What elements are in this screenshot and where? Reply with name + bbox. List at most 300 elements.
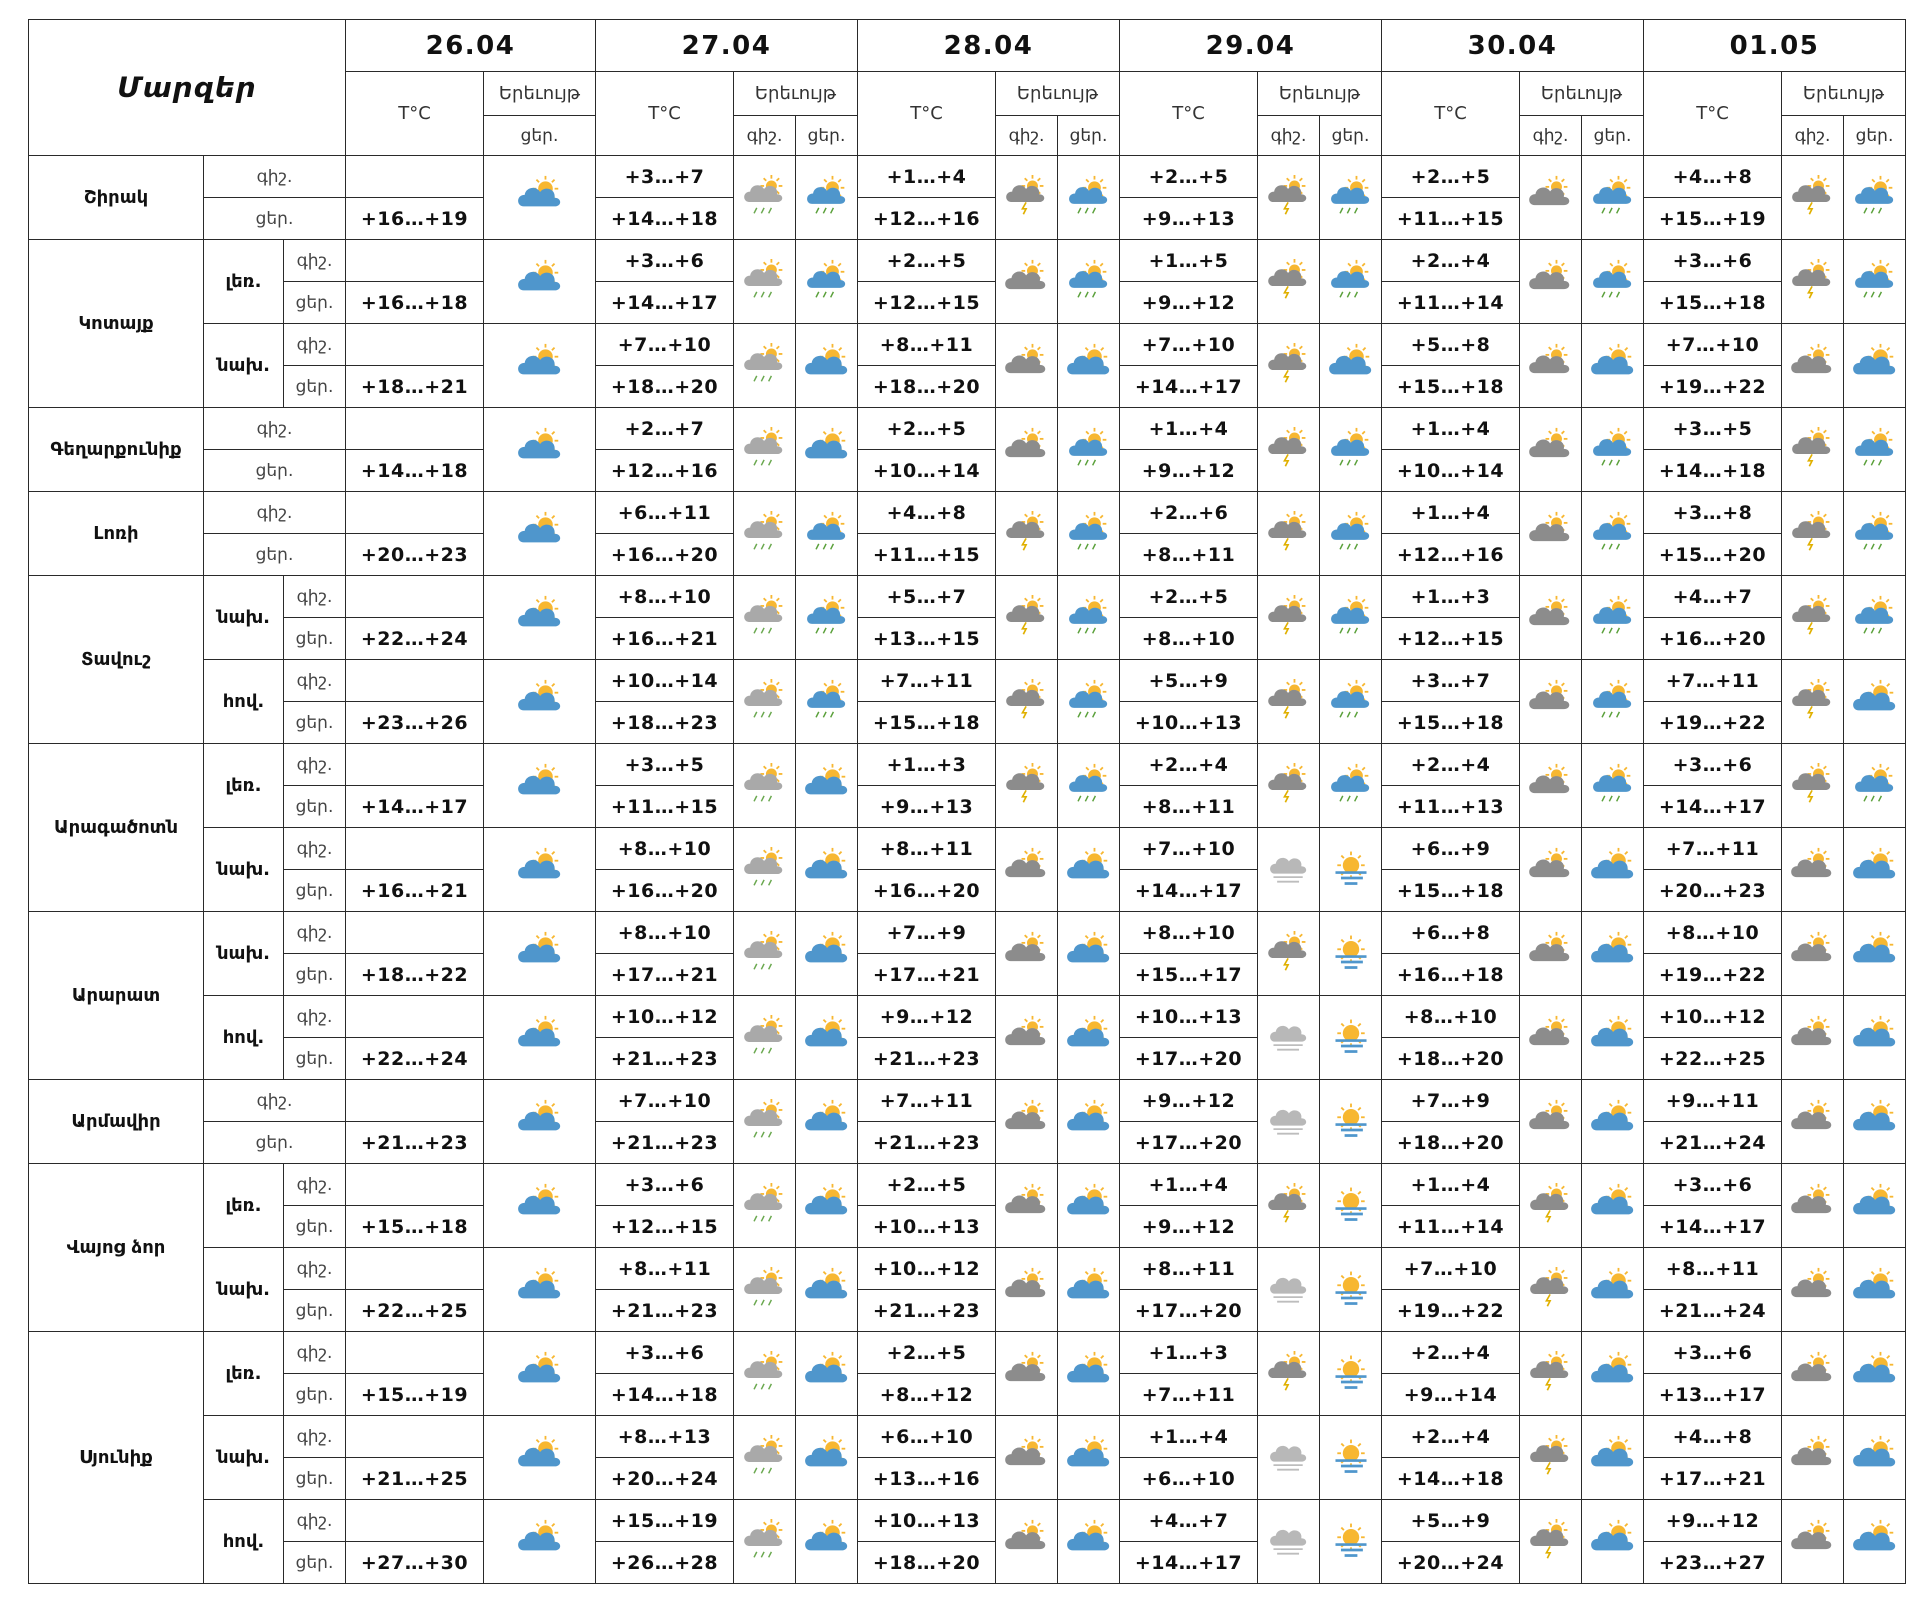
night-temp: +2…+5 bbox=[858, 240, 996, 282]
cloud-rain-icon bbox=[742, 343, 788, 385]
subregion-label: նախ. bbox=[204, 324, 284, 408]
weather-icon-cell-day bbox=[796, 996, 858, 1080]
night-temp: +2…+4 bbox=[1382, 1416, 1520, 1458]
table-row-night bbox=[29, 324, 1906, 366]
night-label: գիշ. bbox=[284, 324, 346, 366]
night-temp: +3…+6 bbox=[596, 1332, 734, 1374]
sun-fog-icon bbox=[1328, 1015, 1374, 1057]
storm-rain-icon bbox=[1790, 259, 1836, 301]
cloud-rain-icon bbox=[742, 931, 788, 973]
weather-icon-cell-day bbox=[1844, 996, 1906, 1080]
weather-icon-cell-night bbox=[734, 1164, 796, 1248]
storm-cloud-icon bbox=[1528, 763, 1574, 805]
subregion-label: նախ. bbox=[204, 576, 284, 660]
night-temp: +9…+11 bbox=[1644, 1080, 1782, 1122]
night-temp: +2…+4 bbox=[1382, 1332, 1520, 1374]
sun-cloud-rain-icon bbox=[1590, 259, 1636, 301]
night-temp: +8…+10 bbox=[596, 828, 734, 870]
weather-icon-cell-day bbox=[1844, 912, 1906, 996]
day-temp: +20…+24 bbox=[596, 1458, 734, 1500]
storm-rain-icon bbox=[1528, 1351, 1574, 1393]
subregion-label: լեռ. bbox=[204, 1332, 284, 1416]
table-row-night bbox=[29, 744, 1906, 786]
table-row-night bbox=[29, 996, 1906, 1038]
weather-icon-cell-day bbox=[796, 156, 858, 240]
subregion-label: հով. bbox=[204, 660, 284, 744]
weather-icon-cell-night bbox=[996, 156, 1058, 240]
temp-header: T°C bbox=[1644, 72, 1782, 156]
weather-icon-cell-day bbox=[1582, 912, 1644, 996]
table-row-night bbox=[29, 1164, 1906, 1206]
day-temp: +12…+15 bbox=[596, 1206, 734, 1248]
night-label: գիշ. bbox=[204, 1080, 346, 1122]
weather-icon-cell-night bbox=[1258, 996, 1320, 1080]
night-label: գիշ. bbox=[284, 828, 346, 870]
sun-cloud-rain-icon bbox=[1852, 175, 1898, 217]
weather-icon-cell bbox=[484, 660, 596, 744]
weather-icon-cell-day bbox=[1320, 408, 1382, 492]
weather-icon-cell-night bbox=[1520, 492, 1582, 576]
night-temp: +3…+7 bbox=[1382, 660, 1520, 702]
sun-cloud-icon bbox=[804, 1519, 850, 1561]
night-temp: +7…+10 bbox=[1382, 1248, 1520, 1290]
cloud-rain-icon bbox=[742, 175, 788, 217]
day-temp: +17…+21 bbox=[596, 954, 734, 996]
weather-icon-cell-day bbox=[1582, 996, 1644, 1080]
sun-cloud-icon bbox=[517, 595, 563, 637]
weather-icon-cell-night bbox=[996, 660, 1058, 744]
day-temp: +14…+17 bbox=[596, 282, 734, 324]
day-temp: +20…+24 bbox=[1382, 1542, 1520, 1584]
night-temp: +4…+7 bbox=[1120, 1500, 1258, 1542]
table-row-night bbox=[29, 1416, 1906, 1458]
region-name: Լոռի bbox=[29, 492, 204, 576]
weather-icon-cell-day bbox=[1058, 996, 1120, 1080]
storm-cloud-icon bbox=[1004, 931, 1050, 973]
day-label: ցեր. bbox=[204, 450, 346, 492]
night-temp: +2…+5 bbox=[1120, 576, 1258, 618]
weather-icon-cell-night bbox=[1258, 1164, 1320, 1248]
day-temp: +9…+13 bbox=[858, 786, 996, 828]
sun-cloud-icon bbox=[1066, 1351, 1112, 1393]
day-temp: +15…+20 bbox=[1644, 534, 1782, 576]
day-temp: +12…+15 bbox=[1382, 618, 1520, 660]
weather-icon-cell-night bbox=[996, 1416, 1058, 1500]
weather-icon-cell-day bbox=[1844, 156, 1906, 240]
day-temp: +21…+24 bbox=[1644, 1122, 1782, 1164]
weather-icon-cell-night bbox=[1782, 660, 1844, 744]
weather-icon-cell-day bbox=[796, 408, 858, 492]
day-label: ցեր. bbox=[284, 1206, 346, 1248]
cloud-rain-icon bbox=[742, 1099, 788, 1141]
cloud-rain-icon bbox=[742, 1183, 788, 1225]
night-temp: +7…+11 bbox=[1644, 660, 1782, 702]
weather-icon-cell bbox=[484, 996, 596, 1080]
weather-icon-cell-night bbox=[734, 744, 796, 828]
cloud-rain-icon bbox=[742, 1015, 788, 1057]
sun-cloud-rain-icon bbox=[1066, 595, 1112, 637]
weather-icon-cell bbox=[484, 1500, 596, 1584]
weather-icon-cell-night bbox=[996, 240, 1058, 324]
night-temp: +4…+8 bbox=[1644, 1416, 1782, 1458]
storm-cloud-icon bbox=[1004, 1015, 1050, 1057]
day-temp: +12…+16 bbox=[858, 198, 996, 240]
night-temp-empty bbox=[346, 1248, 484, 1290]
day-temp: +11…+15 bbox=[1382, 198, 1520, 240]
night-temp-empty bbox=[346, 828, 484, 870]
weather-icon-cell-night bbox=[1520, 1416, 1582, 1500]
storm-cloud-icon bbox=[1790, 1267, 1836, 1309]
sun-cloud-icon bbox=[517, 763, 563, 805]
region-name: Սյունիք bbox=[29, 1332, 204, 1584]
phenomenon-header: Երեւույթ bbox=[1782, 72, 1906, 116]
weather-icon-cell-night bbox=[996, 324, 1058, 408]
sun-cloud-icon bbox=[517, 511, 563, 553]
storm-rain-icon bbox=[1790, 763, 1836, 805]
weather-icon-cell-night bbox=[1258, 408, 1320, 492]
weather-icon-cell-night bbox=[1258, 1500, 1320, 1584]
night-label: գիշ. bbox=[204, 156, 346, 198]
cloud-rain-icon bbox=[742, 679, 788, 721]
day-label: ցեր. bbox=[284, 786, 346, 828]
forecast-table bbox=[28, 19, 1906, 1584]
night-temp: +8…+10 bbox=[1644, 912, 1782, 954]
night-temp: +2…+5 bbox=[1120, 156, 1258, 198]
weather-icon-cell-night bbox=[1782, 912, 1844, 996]
weather-icon-cell-night bbox=[1258, 492, 1320, 576]
day-temp: +19…+22 bbox=[1382, 1290, 1520, 1332]
night-temp-empty bbox=[346, 1500, 484, 1542]
sun-cloud-rain-icon bbox=[804, 259, 850, 301]
night-header: գիշ. bbox=[996, 116, 1058, 156]
weather-icon-cell-day bbox=[1844, 1332, 1906, 1416]
weather-icon-cell-night bbox=[996, 1500, 1058, 1584]
day-temp: +14…+18 bbox=[346, 450, 484, 492]
weather-icon-cell-night bbox=[734, 660, 796, 744]
night-temp: +2…+4 bbox=[1382, 240, 1520, 282]
sun-cloud-icon bbox=[1066, 1183, 1112, 1225]
night-temp: +1…+4 bbox=[1120, 408, 1258, 450]
night-temp: +9…+12 bbox=[1120, 1080, 1258, 1122]
weather-icon-cell-night bbox=[996, 1164, 1058, 1248]
storm-cloud-icon bbox=[1790, 931, 1836, 973]
day-temp: +14…+17 bbox=[346, 786, 484, 828]
storm-cloud-icon bbox=[1528, 679, 1574, 721]
weather-icon-cell-night bbox=[734, 324, 796, 408]
weather-icon-cell-day bbox=[1058, 576, 1120, 660]
day-temp: +19…+22 bbox=[1644, 954, 1782, 996]
weather-icon-cell bbox=[484, 324, 596, 408]
weather-icon-cell-night bbox=[1782, 744, 1844, 828]
day-temp: +13…+15 bbox=[858, 618, 996, 660]
storm-cloud-icon bbox=[1004, 1351, 1050, 1393]
storm-cloud-icon bbox=[1004, 1519, 1050, 1561]
night-temp: +10…+13 bbox=[1120, 996, 1258, 1038]
night-temp: +2…+7 bbox=[596, 408, 734, 450]
subregion-label: հով. bbox=[204, 1500, 284, 1584]
weather-icon-cell-night bbox=[1520, 660, 1582, 744]
day-temp: +18…+22 bbox=[346, 954, 484, 996]
night-temp: +7…+9 bbox=[1382, 1080, 1520, 1122]
night-temp-empty bbox=[346, 660, 484, 702]
night-label: գիշ. bbox=[284, 576, 346, 618]
sun-cloud-icon bbox=[1066, 343, 1112, 385]
sun-cloud-icon bbox=[1590, 1351, 1636, 1393]
sun-cloud-rain-icon bbox=[1066, 511, 1112, 553]
weather-icon-cell-day bbox=[1582, 324, 1644, 408]
table-row-night bbox=[29, 1248, 1906, 1290]
storm-rain-icon bbox=[1790, 679, 1836, 721]
subregion-label: նախ. bbox=[204, 1248, 284, 1332]
storm-rain-icon bbox=[1266, 175, 1312, 217]
weather-icon-cell-day bbox=[1844, 1416, 1906, 1500]
storm-rain-icon bbox=[1266, 259, 1312, 301]
day-temp: +16…+20 bbox=[596, 870, 734, 912]
day-header: ցեր. bbox=[1582, 116, 1644, 156]
night-label: գիշ. bbox=[284, 912, 346, 954]
storm-cloud-icon bbox=[1528, 1015, 1574, 1057]
weather-icon-cell-day bbox=[796, 576, 858, 660]
night-label: գիշ. bbox=[284, 240, 346, 282]
day-temp: +14…+18 bbox=[596, 1374, 734, 1416]
day-label: ցեր. bbox=[204, 198, 346, 240]
weather-icon-cell-day bbox=[1844, 1500, 1906, 1584]
night-temp: +7…+10 bbox=[596, 324, 734, 366]
weather-icon-cell-night bbox=[1520, 324, 1582, 408]
weather-icon-cell-night bbox=[1782, 1332, 1844, 1416]
sun-cloud-icon bbox=[517, 1267, 563, 1309]
night-temp-empty bbox=[346, 744, 484, 786]
fog-cloud-icon bbox=[1266, 847, 1312, 889]
day-temp: +8…+10 bbox=[1120, 618, 1258, 660]
night-temp: +1…+4 bbox=[858, 156, 996, 198]
weather-icon-cell-day bbox=[1058, 156, 1120, 240]
sun-cloud-rain-icon bbox=[1852, 427, 1898, 469]
sun-cloud-icon bbox=[1066, 931, 1112, 973]
day-temp: +22…+25 bbox=[346, 1290, 484, 1332]
weather-icon-cell-day bbox=[1058, 1416, 1120, 1500]
night-temp: +7…+10 bbox=[1120, 324, 1258, 366]
night-temp: +5…+9 bbox=[1120, 660, 1258, 702]
night-temp-empty bbox=[346, 996, 484, 1038]
weather-icon-cell-night bbox=[996, 996, 1058, 1080]
weather-icon-cell-night bbox=[996, 1248, 1058, 1332]
weather-icon-cell-night bbox=[1782, 828, 1844, 912]
weather-icon-cell-night bbox=[734, 912, 796, 996]
weather-icon-cell-day bbox=[1844, 408, 1906, 492]
weather-icon-cell-day bbox=[1320, 1080, 1382, 1164]
day-temp: +13…+17 bbox=[1644, 1374, 1782, 1416]
storm-cloud-icon bbox=[1790, 847, 1836, 889]
weather-icon-cell-day bbox=[1320, 576, 1382, 660]
day-label: ցեր. bbox=[284, 1374, 346, 1416]
weather-icon-cell-night bbox=[1520, 1500, 1582, 1584]
sun-cloud-rain-icon bbox=[804, 511, 850, 553]
day-temp: +14…+17 bbox=[1120, 366, 1258, 408]
cloud-rain-icon bbox=[742, 1267, 788, 1309]
storm-rain-icon bbox=[1266, 1351, 1312, 1393]
weather-icon-cell bbox=[484, 576, 596, 660]
sun-fog-icon bbox=[1328, 1435, 1374, 1477]
day-temp: +14…+17 bbox=[1120, 870, 1258, 912]
night-temp: +1…+5 bbox=[1120, 240, 1258, 282]
day-temp: +17…+21 bbox=[858, 954, 996, 996]
region-name: Արագածոտն bbox=[29, 744, 204, 912]
night-header: գիշ. bbox=[1520, 116, 1582, 156]
day-temp: +16…+18 bbox=[1382, 954, 1520, 996]
night-temp: +3…+8 bbox=[1644, 492, 1782, 534]
header-row-dates bbox=[29, 20, 1906, 72]
storm-rain-icon bbox=[1266, 427, 1312, 469]
day-temp: +9…+12 bbox=[1120, 282, 1258, 324]
night-temp: +8…+10 bbox=[596, 912, 734, 954]
sun-cloud-icon bbox=[1852, 1015, 1898, 1057]
sun-cloud-icon bbox=[1066, 1435, 1112, 1477]
storm-cloud-icon bbox=[1790, 1351, 1836, 1393]
weather-icon-cell-night bbox=[1258, 912, 1320, 996]
day-temp: +21…+23 bbox=[858, 1290, 996, 1332]
weather-icon-cell-night bbox=[734, 408, 796, 492]
weather-icon-cell-night bbox=[1258, 828, 1320, 912]
night-temp-empty bbox=[346, 1332, 484, 1374]
night-temp: +3…+6 bbox=[1644, 744, 1782, 786]
night-label: գիշ. bbox=[284, 1164, 346, 1206]
sun-cloud-icon bbox=[517, 175, 563, 217]
table-row-night bbox=[29, 156, 1906, 198]
region-name: Գեղարքունիք bbox=[29, 408, 204, 492]
day-temp: +23…+26 bbox=[346, 702, 484, 744]
sun-cloud-rain-icon bbox=[1590, 175, 1636, 217]
sun-cloud-rain-icon bbox=[1852, 763, 1898, 805]
weather-icon-cell-night bbox=[1258, 576, 1320, 660]
night-temp: +3…+6 bbox=[1644, 1164, 1782, 1206]
day-temp: +12…+15 bbox=[858, 282, 996, 324]
day-temp: +19…+22 bbox=[1644, 366, 1782, 408]
day-header: ցեր. bbox=[796, 116, 858, 156]
night-temp: +2…+5 bbox=[858, 408, 996, 450]
temp-header: T°C bbox=[1120, 72, 1258, 156]
sun-cloud-icon bbox=[1590, 931, 1636, 973]
sun-cloud-icon bbox=[804, 427, 850, 469]
sun-cloud-icon bbox=[1590, 1519, 1636, 1561]
night-temp: +4…+8 bbox=[858, 492, 996, 534]
region-name: Շիրակ bbox=[29, 156, 204, 240]
weather-icon-cell-day bbox=[1320, 828, 1382, 912]
sun-fog-icon bbox=[1328, 1099, 1374, 1141]
weather-icon-cell-night bbox=[1782, 156, 1844, 240]
weather-icon-cell-night bbox=[1258, 1080, 1320, 1164]
region-name: Կոտայք bbox=[29, 240, 204, 408]
storm-cloud-icon bbox=[1004, 427, 1050, 469]
weather-icon-cell-day bbox=[1582, 828, 1644, 912]
weather-icon-cell-day bbox=[1320, 324, 1382, 408]
subregion-label: նախ. bbox=[204, 1416, 284, 1500]
weather-icon-cell-night bbox=[734, 1416, 796, 1500]
day-temp: +15…+18 bbox=[1644, 282, 1782, 324]
night-temp: +4…+7 bbox=[1644, 576, 1782, 618]
weather-icon-cell-day bbox=[1058, 660, 1120, 744]
night-temp: +7…+11 bbox=[858, 660, 996, 702]
sun-cloud-icon bbox=[1852, 1183, 1898, 1225]
day-temp: +21…+25 bbox=[346, 1458, 484, 1500]
fog-cloud-icon bbox=[1266, 1435, 1312, 1477]
day-label: ցեր. bbox=[284, 366, 346, 408]
table-row-night bbox=[29, 912, 1906, 954]
day-temp: +22…+24 bbox=[346, 1038, 484, 1080]
day-header: ցեր. bbox=[1320, 116, 1382, 156]
day-temp: +11…+13 bbox=[1382, 786, 1520, 828]
night-temp: +7…+10 bbox=[596, 1080, 734, 1122]
weather-icon-cell-night bbox=[1258, 240, 1320, 324]
weather-icon-cell-night bbox=[1520, 744, 1582, 828]
region-name: Վայոց ձոր bbox=[29, 1164, 204, 1332]
weather-icon-cell-night bbox=[1258, 744, 1320, 828]
night-temp: +1…+3 bbox=[1120, 1332, 1258, 1374]
weather-icon-cell-day bbox=[1844, 324, 1906, 408]
weather-icon-cell-day bbox=[796, 1416, 858, 1500]
weather-icon-cell-night bbox=[734, 240, 796, 324]
weather-icon-cell-night bbox=[1782, 324, 1844, 408]
weather-icon-cell-day bbox=[1844, 828, 1906, 912]
storm-rain-icon bbox=[1004, 595, 1050, 637]
day-header: ցեր. bbox=[484, 116, 596, 156]
day-label: ցեր. bbox=[284, 1038, 346, 1080]
sun-cloud-icon bbox=[1852, 931, 1898, 973]
weather-icon-cell-day bbox=[796, 1332, 858, 1416]
sun-cloud-icon bbox=[804, 1183, 850, 1225]
weather-icon-cell bbox=[484, 1248, 596, 1332]
date-header: 01.05 bbox=[1644, 20, 1906, 72]
night-temp: +1…+4 bbox=[1382, 408, 1520, 450]
night-temp: +9…+12 bbox=[858, 996, 996, 1038]
day-temp: +15…+18 bbox=[1382, 366, 1520, 408]
sun-cloud-rain-icon bbox=[804, 595, 850, 637]
sun-cloud-icon bbox=[804, 763, 850, 805]
weather-icon-cell-day bbox=[1320, 1332, 1382, 1416]
storm-rain-icon bbox=[1266, 931, 1312, 973]
sun-cloud-icon bbox=[1328, 343, 1374, 385]
day-temp: +17…+21 bbox=[1644, 1458, 1782, 1500]
weather-icon-cell-day bbox=[1320, 996, 1382, 1080]
sun-cloud-icon bbox=[804, 1435, 850, 1477]
sun-cloud-icon bbox=[517, 1519, 563, 1561]
storm-rain-icon bbox=[1528, 1267, 1574, 1309]
day-temp: +18…+20 bbox=[1382, 1038, 1520, 1080]
weather-icon-cell-night bbox=[1782, 240, 1844, 324]
sun-cloud-rain-icon bbox=[1328, 511, 1374, 553]
sun-cloud-icon bbox=[1590, 1099, 1636, 1141]
storm-rain-icon bbox=[1266, 679, 1312, 721]
sun-cloud-icon bbox=[1590, 343, 1636, 385]
weather-icon-cell-day bbox=[1320, 912, 1382, 996]
storm-rain-icon bbox=[1528, 1183, 1574, 1225]
storm-cloud-icon bbox=[1528, 427, 1574, 469]
weather-icon-cell-night bbox=[734, 996, 796, 1080]
weather-icon-cell-day bbox=[1058, 828, 1120, 912]
fog-cloud-icon bbox=[1266, 1519, 1312, 1561]
sun-cloud-rain-icon bbox=[1590, 679, 1636, 721]
day-temp: +21…+23 bbox=[596, 1122, 734, 1164]
region-name: Արմավիր bbox=[29, 1080, 204, 1164]
table-row-night bbox=[29, 660, 1906, 702]
storm-cloud-icon bbox=[1528, 1099, 1574, 1141]
night-temp: +8…+10 bbox=[596, 576, 734, 618]
night-temp: +10…+12 bbox=[858, 1248, 996, 1290]
night-header: գիշ. bbox=[1258, 116, 1320, 156]
day-temp: +18…+20 bbox=[596, 366, 734, 408]
sun-cloud-icon bbox=[1852, 343, 1898, 385]
night-temp: +8…+11 bbox=[858, 828, 996, 870]
